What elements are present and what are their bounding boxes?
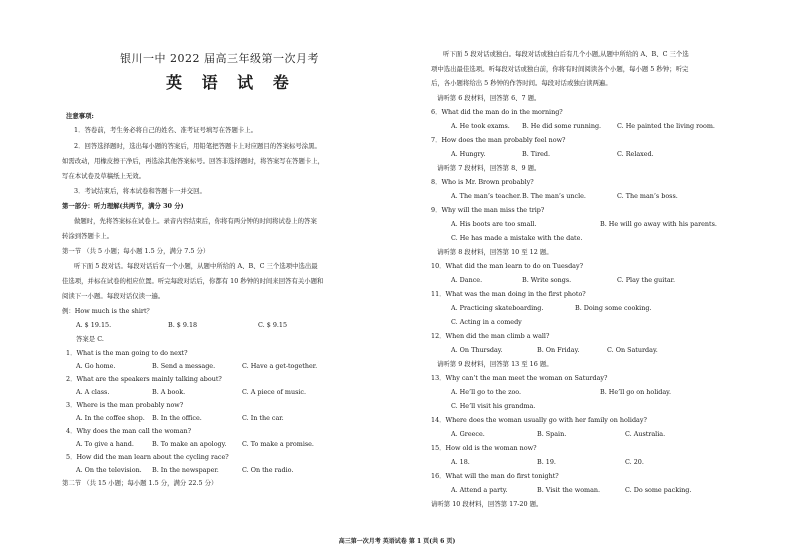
question: 13．Why can’t the man meet the woman on Saturday? xyxy=(431,374,608,382)
option-b: B. 19. xyxy=(537,458,556,466)
question: 9．Why will the man miss the trip? xyxy=(431,206,545,214)
question: 15．How old is the woman now? xyxy=(431,444,537,452)
section1-intro: 阅读下一小题。每段对话仅读一遍。 xyxy=(62,292,165,300)
question: 1．What is the man going to do next? xyxy=(66,349,188,357)
option-c: C. Play the guitar. xyxy=(617,276,676,284)
exam-subtitle: 英 语 试 卷 xyxy=(166,73,296,92)
section1-intro: 佳选项，并标在试卷的相应位置。听完每段对话后，你都有 10 秒钟的时间来回答有关小题和 xyxy=(62,277,324,285)
example-option-c: C. $ 9.15 xyxy=(258,321,288,329)
option-c: C. The man’s boss. xyxy=(617,192,678,200)
section1-heading: 第一节 （共 5 小题；每小题 1.5 分，满分 7.5 分） xyxy=(62,247,210,255)
question: 14．Where does the woman usually go with her family on holiday? xyxy=(431,416,647,424)
option-b: B. On Friday. xyxy=(537,346,580,354)
question: 6．What did the man do in the morning? xyxy=(431,108,563,116)
example-option-b: B. $ 9.18 xyxy=(168,321,198,329)
option-a: A. Practicing skateboarding. xyxy=(451,304,544,312)
notes-line: 1．答卷前，考生务必将自己的姓名、准考证号填写在答题卡上。 xyxy=(74,126,258,134)
notes-line: 如需改动，用橡皮擦干净后，再选涂其他答案标号。回答非选择题时，将答案写在答题卡上， xyxy=(62,157,325,165)
option-a: A. He took exams. xyxy=(451,122,510,130)
material-instruction: 请听第 10 段材料，回答第 17-20 题。 xyxy=(431,500,543,508)
option-a: A. He’ll go to the zoo. xyxy=(451,388,522,396)
option-c: C. Acting in a comedy xyxy=(451,318,522,326)
option-b: B. Tired. xyxy=(522,150,551,158)
option-c: C. 20. xyxy=(625,458,644,466)
option-b: B. To make an apology. xyxy=(152,440,227,448)
page-footer: 高三第一次月考 英语试卷 第 1 页(共 6 页) xyxy=(338,538,456,545)
question: 2．What are the speakers mainly talking about? xyxy=(66,375,222,383)
option-b: B. Visit the woman. xyxy=(537,486,601,494)
option-c: C. He has made a mistake with the date. xyxy=(451,234,583,242)
material-instruction: 请听第 8 段材料，回答第 10 至 12 题。 xyxy=(437,248,553,256)
notes-line: 2．回答选择题时，选出每小题的答案后，用铅笔把答题卡上对应题目的答案标号涂黑。 xyxy=(74,142,321,150)
question: 11．What was the man doing in the first photo? xyxy=(431,290,586,298)
option-a: A. On the television. xyxy=(76,466,142,474)
option-b: B. In the newspaper. xyxy=(152,466,219,474)
option-b: B. Doing some cooking. xyxy=(575,304,652,312)
option-a: A. A class. xyxy=(76,388,110,396)
example-option-a: A. $ 19.15. xyxy=(76,321,112,329)
material-instruction: 请听第 6 段材料，回答第 6、7 题。 xyxy=(437,94,541,102)
material-instruction: 请听第 9 段材料，回答第 13 至 16 题。 xyxy=(437,360,553,368)
option-b: B. Spain. xyxy=(537,430,567,438)
option-b: B. He will go away with his parents. xyxy=(600,220,717,228)
option-c: C. To make a promise. xyxy=(242,440,314,448)
exam-title: 银川一中 2022 届高三年级第一次月考 xyxy=(120,52,319,65)
option-c: C. He painted the living room. xyxy=(617,122,715,130)
notes-line: 写在本试卷及草稿纸上无效。 xyxy=(62,172,146,180)
part1-intro: 做题时，先将答案标在试卷上。录音内容结束后，你将有两分钟的时间将试卷上的答案 xyxy=(74,217,317,225)
option-a: A. His boots are too small. xyxy=(451,220,537,228)
question: 5．How did the man learn about the cycling race? xyxy=(66,453,229,461)
option-b: B. A book. xyxy=(152,388,186,396)
option-c: C. He’ll visit his grandma. xyxy=(451,402,536,410)
option-b: B. Send a message. xyxy=(152,362,216,370)
section2-intro: 后，各小题将给出 5 秒钟的作答时间。每段对话或独白读两遍。 xyxy=(431,79,612,87)
option-c: C. A piece of music. xyxy=(242,388,307,396)
example-answer: 答案是 C. xyxy=(76,335,104,343)
option-c: C. On the radio. xyxy=(242,466,294,474)
option-a: A. Attend a party. xyxy=(451,486,508,494)
option-a: A. 18. xyxy=(451,458,470,466)
option-b: B. He did some running. xyxy=(522,122,602,130)
option-c: C. Have a get-together. xyxy=(242,362,318,370)
section2-heading: 第二节 （共 15 小题；每小题 1.5 分，满分 22.5 分） xyxy=(62,479,218,487)
question: 3．Where is the man probably now? xyxy=(66,401,184,409)
option-a: A. The man’s teacher. xyxy=(451,192,522,200)
option-c: C. In the car. xyxy=(242,414,284,422)
part1-intro: 转涂到答题卡上。 xyxy=(62,232,114,240)
section1-intro: 听下面 5 段对话。每段对话后有一个小题，从题中所给的 A、B、C 三个选项中选出最 xyxy=(74,262,318,270)
option-c: C. On Saturday. xyxy=(607,346,658,354)
option-c: C. Do some packing. xyxy=(625,486,692,494)
notes-line: 3．考试结束后，将本试卷和答题卡一并交回。 xyxy=(74,187,206,195)
option-a: A. In the coffee shop. xyxy=(76,414,145,422)
option-a: A. On Thursday. xyxy=(451,346,503,354)
question: 10．What did the man learn to do on Tuesday? xyxy=(431,262,584,270)
option-a: A. Hungry. xyxy=(451,150,486,158)
option-b: B. Write songs. xyxy=(522,276,572,284)
option-c: C. Australia. xyxy=(625,430,666,438)
question: 4．Why does the man call the woman? xyxy=(66,427,192,435)
question: 7．How does the man probably feel now? xyxy=(431,136,566,144)
question: 16．What will the man do first tonight? xyxy=(431,472,559,480)
option-b: B. He’ll go on holiday. xyxy=(600,388,671,396)
option-a: A. Dance. xyxy=(451,276,483,284)
question: 12．When did the man climb a wall? xyxy=(431,332,550,340)
section2-intro: 听下面 5 段对话或独白。每段对话或独白后有几个小题,从题中所给的 A、B、C 三个选 xyxy=(443,50,689,58)
option-c: C. Relaxed. xyxy=(617,150,654,158)
option-b: B. The man’s uncle. xyxy=(522,192,586,200)
question: 8．Who is Mr. Brown probably? xyxy=(431,178,534,186)
material-instruction: 请听第 7 段材料，回答第 8、9 题。 xyxy=(437,164,541,172)
option-a: A. Go home. xyxy=(76,362,116,370)
option-a: A. Greece. xyxy=(451,430,485,438)
example-question: 例：How much is the shirt？ xyxy=(62,307,153,315)
option-b: B. In the office. xyxy=(152,414,202,422)
part1-heading: 第一部分：听力理解(共两节，满分 30 分) xyxy=(62,202,184,210)
option-a: A. To give a hand. xyxy=(76,440,134,448)
notes-heading: 注意事项: xyxy=(66,112,94,120)
section2-intro: 项中选出最佳选项。听每段对话或独白前，你将有时间阅读各个小题，每小题 5 秒钟；听完 xyxy=(431,65,689,73)
